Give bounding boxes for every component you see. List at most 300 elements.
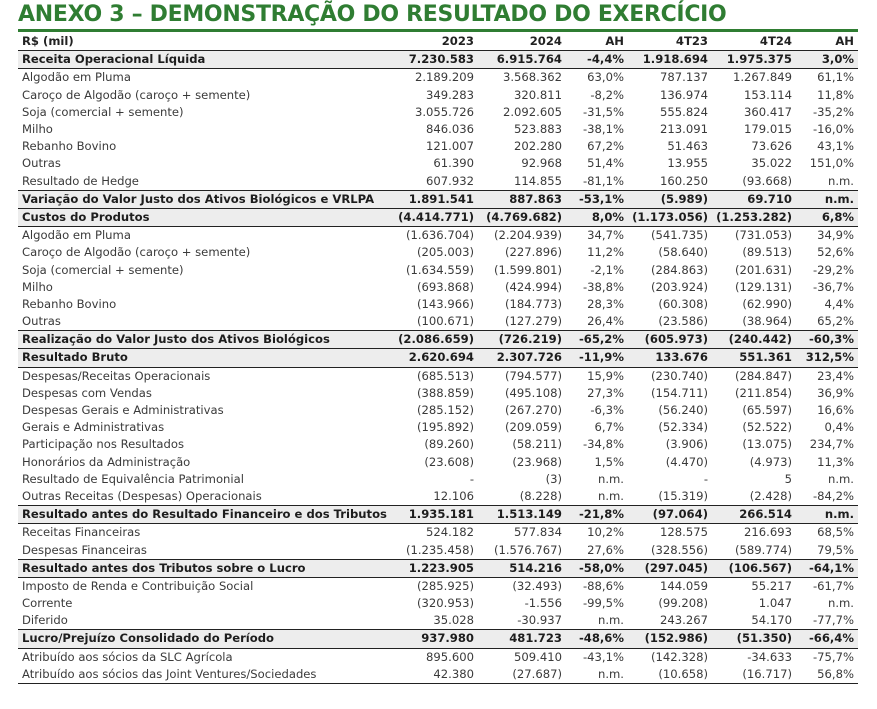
value-ah-quarter: 79,5% xyxy=(817,542,854,557)
value-ah-annual: 10,2% xyxy=(587,525,624,540)
value-ah-quarter: -61,7% xyxy=(812,578,854,593)
value-4t24: (52.522) xyxy=(742,420,792,435)
value-4t24: 179.015 xyxy=(744,122,792,137)
value-2023: 42.380 xyxy=(433,666,474,681)
row-label: Outras xyxy=(22,314,61,329)
table-row xyxy=(18,454,858,471)
value-4t24: 54.170 xyxy=(751,613,792,628)
value-ah-annual: 27,3% xyxy=(587,385,624,400)
value-2024: 320.811 xyxy=(514,87,562,102)
value-ah-annual: 28,3% xyxy=(587,296,624,311)
value-2024: 1.513.149 xyxy=(478,506,566,524)
value-4t23: (284.863) xyxy=(651,262,708,277)
value-ah-quarter: -66,4% xyxy=(796,630,858,648)
value-ah-annual: -21,8% xyxy=(566,506,628,524)
table-row xyxy=(18,87,858,104)
table-row xyxy=(18,244,858,261)
row-label: Imposto de Renda e Contribuição Social xyxy=(22,578,254,593)
value-2024: (209.059) xyxy=(505,420,562,435)
value-2024: 6.915.764 xyxy=(478,51,566,69)
value-ah-annual: -81,1% xyxy=(582,173,624,188)
value-2023: (285.925) xyxy=(417,578,474,593)
value-4t23: 160.250 xyxy=(660,173,708,188)
value-ah-quarter: 34,9% xyxy=(817,228,854,243)
value-ah-quarter: n.m. xyxy=(796,506,858,524)
value-ah-annual: n.m. xyxy=(597,471,624,486)
value-2024: (184.773) xyxy=(505,296,562,311)
table-row xyxy=(18,385,858,402)
table-row xyxy=(18,666,858,684)
value-2023: (285.152) xyxy=(417,403,474,418)
value-ah-annual: -43,1% xyxy=(582,649,624,664)
title-underline xyxy=(18,29,858,32)
table-row xyxy=(18,436,858,453)
value-2024: (2.204.939) xyxy=(493,228,562,243)
value-2023: (320.953) xyxy=(417,596,474,611)
value-2023: 35.028 xyxy=(433,613,474,628)
value-ah-quarter: n.m. xyxy=(796,190,858,208)
value-ah-annual: -53,1% xyxy=(566,190,628,208)
table-row xyxy=(18,51,858,69)
value-ah-annual: 34,7% xyxy=(587,228,624,243)
row-label: Corrente xyxy=(22,596,73,611)
value-4t23: (605.973) xyxy=(628,331,712,349)
header-ah-quarter: AH xyxy=(835,34,854,49)
value-4t24: (589.774) xyxy=(735,542,792,557)
table-row xyxy=(18,367,858,385)
value-ah-annual: 11,2% xyxy=(587,245,624,260)
value-ah-quarter: 6,8% xyxy=(796,208,858,226)
value-4t24: (1.253.282) xyxy=(712,208,796,226)
table-row xyxy=(18,524,858,542)
value-4t24: (731.053) xyxy=(735,228,792,243)
value-4t23: 13.955 xyxy=(667,156,708,171)
table-row xyxy=(18,261,858,278)
value-ah-quarter: 61,1% xyxy=(817,70,854,85)
value-ah-annual: -8,2% xyxy=(590,87,624,102)
value-4t24: (65.597) xyxy=(742,403,792,418)
value-2024: (1.599.801) xyxy=(493,262,562,277)
value-4t23: (142.328) xyxy=(651,649,708,664)
value-4t24: 73.626 xyxy=(751,139,792,154)
value-2024: 509.410 xyxy=(514,649,562,664)
value-2024: (726.219) xyxy=(478,331,566,349)
row-label: Despesas/Receitas Operacionais xyxy=(22,368,211,383)
table-row xyxy=(18,506,858,524)
row-label: Realização do Valor Justo dos Ativos Biológicos xyxy=(18,331,390,349)
value-ah-annual: -31,5% xyxy=(582,104,624,119)
table-row xyxy=(18,612,858,630)
value-2023: (2.086.659) xyxy=(390,331,478,349)
value-2024: (23.968) xyxy=(512,454,562,469)
value-2024: (1.576.767) xyxy=(493,542,562,557)
value-4t23: 243.267 xyxy=(660,613,708,628)
value-ah-annual: -34,8% xyxy=(582,437,624,452)
value-4t24: (129.131) xyxy=(735,279,792,294)
value-4t24: 216.693 xyxy=(744,525,792,540)
row-label: Resultado antes do Resultado Financeiro e dos Tributos xyxy=(18,506,390,524)
value-2024: 481.723 xyxy=(478,630,566,648)
value-ah-annual: -65,2% xyxy=(566,331,628,349)
value-4t23: (56.240) xyxy=(658,403,708,418)
page-title: ANEXO 3 – DEMONSTRAÇÃO DO RESULTADO DO EXERCÍCIO xyxy=(18,2,727,27)
table-header-row xyxy=(18,33,858,51)
value-ah-quarter: 312,5% xyxy=(796,349,858,367)
value-2023: 2.620.694 xyxy=(390,349,478,367)
row-label: Participação nos Resultados xyxy=(22,437,185,452)
value-4t24: 1.975.375 xyxy=(712,51,796,69)
value-ah-quarter: 68,5% xyxy=(817,525,854,540)
value-4t23: 51.463 xyxy=(667,139,708,154)
table-row xyxy=(18,402,858,419)
value-2023: (23.608) xyxy=(424,454,474,469)
table-row xyxy=(18,630,858,648)
value-4t24: (240.442) xyxy=(712,331,796,349)
value-4t23: (230.740) xyxy=(651,368,708,383)
value-2023: (685.513) xyxy=(417,368,474,383)
value-ah-quarter: 11,3% xyxy=(817,454,854,469)
value-4t23: (97.064) xyxy=(628,506,712,524)
row-label: Atribuído aos sócios da SLC Agrícola xyxy=(22,649,233,664)
row-label: Milho xyxy=(22,279,53,294)
value-2023: 3.055.726 xyxy=(414,104,474,119)
table-row xyxy=(18,331,858,349)
value-4t24: 360.417 xyxy=(744,104,792,119)
value-ah-quarter: 23,4% xyxy=(817,368,854,383)
table-row xyxy=(18,313,858,331)
value-ah-quarter: 4,4% xyxy=(824,296,854,311)
header-4t23: 4T23 xyxy=(675,34,708,49)
value-2024: 887.863 xyxy=(478,190,566,208)
value-4t23: (10.658) xyxy=(658,666,708,681)
value-ah-quarter: 52,6% xyxy=(817,245,854,260)
value-4t23: (60.308) xyxy=(658,296,708,311)
table-row xyxy=(18,648,858,666)
value-4t23: (1.173.056) xyxy=(628,208,712,226)
value-4t24: (51.350) xyxy=(712,630,796,648)
value-ah-quarter: 11,8% xyxy=(817,87,854,102)
value-4t24: (4.973) xyxy=(749,454,792,469)
value-ah-quarter: -60,3% xyxy=(796,331,858,349)
row-label: Lucro/Prejuízo Consolidado do Período xyxy=(18,630,390,648)
value-ah-quarter: n.m. xyxy=(827,596,854,611)
value-ah-annual: -88,6% xyxy=(582,578,624,593)
row-label: Resultado Bruto xyxy=(18,349,390,367)
value-ah-quarter: 65,2% xyxy=(817,314,854,329)
value-4t23: (23.586) xyxy=(658,314,708,329)
value-2024: (267.270) xyxy=(505,403,562,418)
value-2023: 1.891.541 xyxy=(390,190,478,208)
value-4t23: 555.824 xyxy=(660,104,708,119)
row-label: Honorários da Administração xyxy=(22,454,191,469)
value-4t23: (52.334) xyxy=(658,420,708,435)
value-2023: (195.892) xyxy=(417,420,474,435)
value-ah-quarter: -35,2% xyxy=(812,104,854,119)
value-2024: 202.280 xyxy=(514,139,562,154)
value-2024: (495.108) xyxy=(505,385,562,400)
value-ah-annual: -11,9% xyxy=(566,349,628,367)
table-row xyxy=(18,121,858,138)
value-4t23: (203.924) xyxy=(651,279,708,294)
value-ah-annual: 1,5% xyxy=(594,454,624,469)
value-2023: 349.283 xyxy=(426,87,474,102)
value-2024: 577.834 xyxy=(514,525,562,540)
value-2023: (1.636.704) xyxy=(405,228,474,243)
row-label: Diferido xyxy=(22,613,68,628)
value-4t23: 213.091 xyxy=(660,122,708,137)
value-2023: (89.260) xyxy=(424,437,474,452)
value-2024: (424.994) xyxy=(505,279,562,294)
value-ah-quarter: 43,1% xyxy=(817,139,854,154)
value-4t24: 35.022 xyxy=(751,156,792,171)
value-2023: 895.600 xyxy=(426,649,474,664)
row-label: Despesas Financeiras xyxy=(22,542,147,557)
value-2023: (388.859) xyxy=(417,385,474,400)
value-ah-annual: -58,0% xyxy=(566,559,628,577)
value-ah-annual: n.m. xyxy=(597,613,624,628)
value-2024: 514.216 xyxy=(478,559,566,577)
value-ah-quarter: 0,4% xyxy=(824,420,854,435)
value-2023: (100.671) xyxy=(417,314,474,329)
header-currency: R$ (mil) xyxy=(22,34,74,49)
value-ah-quarter: -29,2% xyxy=(812,262,854,277)
header-4t24: 4T24 xyxy=(759,34,792,49)
value-2023: (143.966) xyxy=(417,296,474,311)
value-2024: 3.568.362 xyxy=(502,70,562,85)
row-label: Caroço de Algodão (caroço + semente) xyxy=(22,245,251,260)
table-row xyxy=(18,488,858,506)
value-4t23: (15.319) xyxy=(658,488,708,503)
value-4t23: (328.556) xyxy=(651,542,708,557)
value-2023: (205.003) xyxy=(417,245,474,260)
value-ah-quarter: -84,2% xyxy=(812,488,854,503)
table-row xyxy=(18,419,858,436)
row-label: Gerais e Administrativas xyxy=(22,420,165,435)
value-ah-annual: -6,3% xyxy=(590,403,624,418)
value-2023: 7.230.583 xyxy=(390,51,478,69)
value-4t24: 55.217 xyxy=(751,578,792,593)
value-ah-quarter: n.m. xyxy=(827,471,854,486)
row-label: Rebanho Bovino xyxy=(22,296,117,311)
table-row xyxy=(18,190,858,208)
value-2023: 524.182 xyxy=(426,525,474,540)
table-row xyxy=(18,227,858,245)
row-label: Receita Operacional Líquida xyxy=(18,51,390,69)
income-statement-table xyxy=(18,33,858,684)
row-label: Outras xyxy=(22,156,61,171)
value-2024: (227.896) xyxy=(505,245,562,260)
row-label: Outras Receitas (Despesas) Operacionais xyxy=(22,488,262,503)
value-4t24: (13.075) xyxy=(742,437,792,452)
value-2024: 2.307.726 xyxy=(478,349,566,367)
value-2023: (693.868) xyxy=(417,279,474,294)
value-2023: (1.235.458) xyxy=(405,542,474,557)
value-2023: 1.935.181 xyxy=(390,506,478,524)
value-2024: 114.855 xyxy=(514,173,562,188)
value-2024: -1.556 xyxy=(524,596,562,611)
value-2024: (127.279) xyxy=(505,314,562,329)
value-4t24: 5 xyxy=(784,471,792,486)
row-label: Custos do Produtos xyxy=(18,208,390,226)
value-4t23: 144.059 xyxy=(660,578,708,593)
value-4t23: 787.137 xyxy=(660,70,708,85)
value-ah-annual: -38,8% xyxy=(582,279,624,294)
value-ah-annual: 27,6% xyxy=(587,542,624,557)
value-4t24: (38.964) xyxy=(742,314,792,329)
value-ah-quarter: -64,1% xyxy=(796,559,858,577)
table-row xyxy=(18,595,858,612)
value-4t23: (297.045) xyxy=(628,559,712,577)
value-4t23: 133.676 xyxy=(628,349,712,367)
value-2023: 846.036 xyxy=(426,122,474,137)
value-ah-annual: 8,0% xyxy=(566,208,628,226)
value-4t23: (541.735) xyxy=(651,228,708,243)
value-4t23: (5.989) xyxy=(628,190,712,208)
row-label: Despesas Gerais e Administrativas xyxy=(22,403,224,418)
table-row xyxy=(18,173,858,191)
row-label: Algodão em Pluma xyxy=(22,70,131,85)
table-row xyxy=(18,155,858,172)
value-ah-quarter: -16,0% xyxy=(812,122,854,137)
row-label: Resultado de Hedge xyxy=(22,173,139,188)
row-label: Milho xyxy=(22,122,53,137)
row-label: Soja (comercial + semente) xyxy=(22,262,184,277)
value-4t24: 1.267.849 xyxy=(732,70,792,85)
value-ah-quarter: 151,0% xyxy=(809,156,854,171)
value-2024: 92.968 xyxy=(521,156,562,171)
value-4t24: (284.847) xyxy=(735,368,792,383)
header-year-2023: 2023 xyxy=(441,34,474,49)
value-4t24: 266.514 xyxy=(712,506,796,524)
value-2023: 2.189.209 xyxy=(414,70,474,85)
value-ah-quarter: n.m. xyxy=(827,173,854,188)
value-4t24: (89.513) xyxy=(742,245,792,260)
value-ah-annual: -38,1% xyxy=(582,122,624,137)
value-2023: (1.634.559) xyxy=(405,262,474,277)
value-ah-annual: -2,1% xyxy=(590,262,624,277)
value-ah-annual: 63,0% xyxy=(587,70,624,85)
value-ah-quarter: -36,7% xyxy=(812,279,854,294)
value-4t23: 136.974 xyxy=(660,87,708,102)
table-row xyxy=(18,296,858,313)
value-ah-annual: -48,6% xyxy=(566,630,628,648)
row-label: Receitas Financeiras xyxy=(22,525,141,540)
value-ah-annual: n.m. xyxy=(597,488,624,503)
value-4t24: (211.854) xyxy=(735,385,792,400)
value-4t24: (93.668) xyxy=(742,173,792,188)
value-ah-quarter: -77,7% xyxy=(812,613,854,628)
value-ah-quarter: -75,7% xyxy=(812,649,854,664)
value-ah-quarter: 16,6% xyxy=(817,403,854,418)
table-body xyxy=(18,51,858,684)
value-2024: (32.493) xyxy=(512,578,562,593)
value-2023: 12.106 xyxy=(433,488,474,503)
value-2024: (3) xyxy=(545,471,562,486)
value-ah-annual: 51,4% xyxy=(587,156,624,171)
value-2023: 1.223.905 xyxy=(390,559,478,577)
value-4t24: 551.361 xyxy=(712,349,796,367)
header-year-2024: 2024 xyxy=(529,34,562,49)
row-label: Caroço de Algodão (caroço + semente) xyxy=(22,87,251,102)
value-ah-annual: -4,4% xyxy=(566,51,628,69)
value-4t24: 153.114 xyxy=(744,87,792,102)
value-4t24: (16.717) xyxy=(742,666,792,681)
header-ah-annual: AH xyxy=(605,34,624,49)
value-ah-annual: 15,9% xyxy=(587,368,624,383)
row-label: Resultado antes dos Tributos sobre o Lucro xyxy=(18,559,390,577)
table-row xyxy=(18,541,858,559)
value-2024: (4.769.682) xyxy=(478,208,566,226)
value-4t23: 1.918.694 xyxy=(628,51,712,69)
value-ah-quarter: 36,9% xyxy=(817,385,854,400)
value-ah-quarter: 3,0% xyxy=(796,51,858,69)
value-4t23: (154.711) xyxy=(651,385,708,400)
table-row xyxy=(18,471,858,488)
value-ah-quarter: 56,8% xyxy=(817,666,854,681)
value-ah-annual: 6,7% xyxy=(594,420,624,435)
value-2024: 523.883 xyxy=(514,122,562,137)
row-label: Soja (comercial + semente) xyxy=(22,104,184,119)
value-4t23: (3.906) xyxy=(665,437,708,452)
value-ah-annual: n.m. xyxy=(597,666,624,681)
row-label: Rebanho Bovino xyxy=(22,139,117,154)
table-row xyxy=(18,349,858,367)
value-4t24: 1.047 xyxy=(758,596,792,611)
row-label: Resultado de Equivalência Patrimonial xyxy=(22,471,244,486)
value-2024: (794.577) xyxy=(505,368,562,383)
row-label: Algodão em Pluma xyxy=(22,228,131,243)
value-ah-annual: -99,5% xyxy=(582,596,624,611)
value-4t24: (62.990) xyxy=(742,296,792,311)
value-4t24: (106.567) xyxy=(712,559,796,577)
value-4t24: (201.631) xyxy=(735,262,792,277)
row-label: Atribuído aos sócios das Joint Ventures/Sociedades xyxy=(22,666,317,681)
value-4t24: -34.633 xyxy=(747,649,792,664)
table-row xyxy=(18,104,858,121)
value-2023: (4.414.771) xyxy=(390,208,478,226)
value-2023: 61.390 xyxy=(433,156,474,171)
value-4t24: 69.710 xyxy=(712,190,796,208)
value-ah-annual: 26,4% xyxy=(587,314,624,329)
value-2024: -30.937 xyxy=(517,613,562,628)
value-2023: - xyxy=(469,471,474,486)
value-4t23: - xyxy=(703,471,708,486)
value-ah-annual: 67,2% xyxy=(587,139,624,154)
value-4t23: (58.640) xyxy=(658,245,708,260)
row-label: Variação do Valor Justo dos Ativos Biológicos e VRLPA xyxy=(18,190,390,208)
table-row xyxy=(18,559,858,577)
table-row xyxy=(18,279,858,296)
value-4t23: (152.986) xyxy=(628,630,712,648)
value-4t23: (4.470) xyxy=(665,454,708,469)
table-row xyxy=(18,577,858,595)
value-ah-quarter: 234,7% xyxy=(809,437,854,452)
value-2024: (8.228) xyxy=(519,488,562,503)
value-4t23: (99.208) xyxy=(658,596,708,611)
value-2024: (58.211) xyxy=(512,437,562,452)
row-label: Despesas com Vendas xyxy=(22,385,152,400)
value-2023: 937.980 xyxy=(390,630,478,648)
value-2024: (27.687) xyxy=(512,666,562,681)
value-2023: 607.932 xyxy=(426,173,474,188)
value-4t23: 128.575 xyxy=(660,525,708,540)
value-2023: 121.007 xyxy=(426,139,474,154)
table-row xyxy=(18,208,858,226)
value-2024: 2.092.605 xyxy=(502,104,562,119)
value-4t24: (2.428) xyxy=(749,488,792,503)
table-row xyxy=(18,69,858,87)
table-row xyxy=(18,138,858,155)
